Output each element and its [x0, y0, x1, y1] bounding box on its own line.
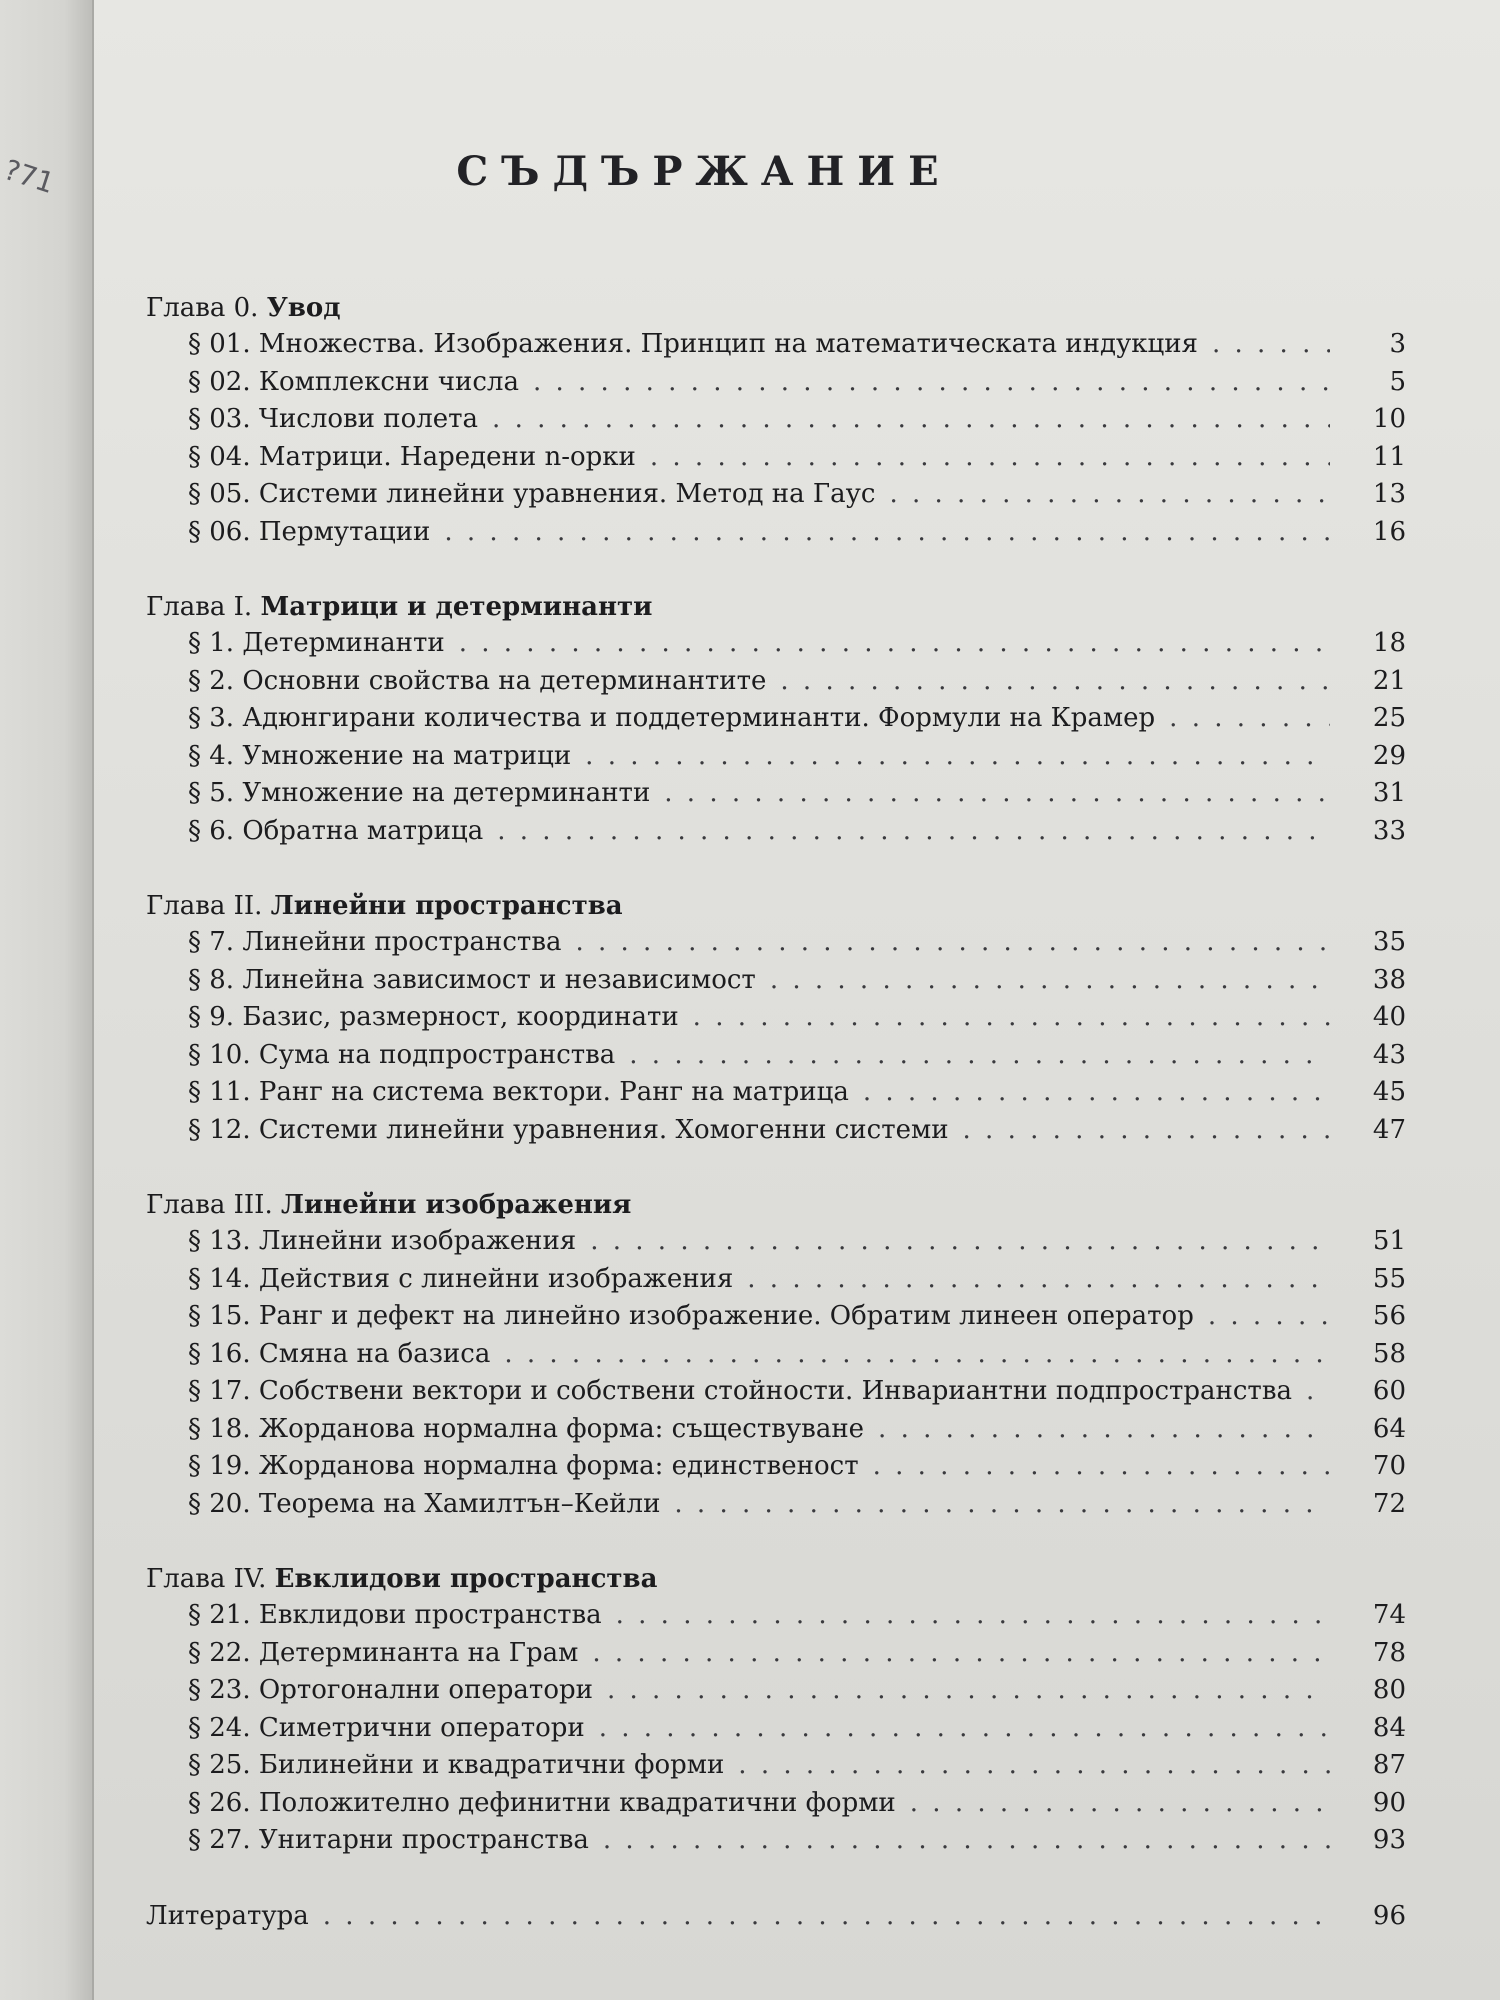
- section-label: § 15. Ранг и дефект на линейно изображение. Обратим линеен оператор: [188, 1301, 1194, 1331]
- chapter-heading: [146, 290, 1406, 326]
- section-label: § 11. Ранг на система вектори. Ранг на матрица: [188, 1077, 849, 1107]
- chapter-prefix: Глава III.: [146, 1190, 273, 1220]
- toc-entry: [146, 364, 1406, 402]
- toc-entry: [146, 1822, 1406, 1860]
- toc-entry: [146, 326, 1406, 364]
- section-label: § 3. Адюнгирани количества и поддетерминанти. Формули на Крамер: [188, 703, 1156, 733]
- page-number: 21: [1372, 665, 1406, 696]
- page-number: 33: [1372, 815, 1406, 846]
- section-label: § 8. Линейна зависимост и независимост: [188, 964, 756, 995]
- dot-leader: [607, 1672, 1330, 1710]
- toc-entry: [146, 439, 1406, 477]
- dot-leader: [664, 775, 1330, 813]
- toc-entry: [146, 999, 1406, 1037]
- chapter-2: [146, 888, 1406, 1149]
- section-label: § 2. Основни свойства на детерминантите: [188, 665, 767, 696]
- dot-leader: [599, 1710, 1330, 1748]
- toc-entry: [146, 1373, 1406, 1411]
- page-number: 5: [1389, 366, 1406, 397]
- dot-leader: [889, 476, 1330, 514]
- page-number: 31: [1372, 778, 1406, 808]
- chapter-name: Линейни изображения: [280, 1190, 632, 1220]
- chapter-3: [146, 1187, 1406, 1523]
- page-number: 45: [1372, 1077, 1406, 1107]
- dot-leader: [1208, 1298, 1330, 1336]
- toc-entry: [146, 1298, 1406, 1336]
- page-number: 47: [1372, 1114, 1406, 1145]
- page-number: 72: [1372, 1488, 1406, 1519]
- page-number: 70: [1372, 1451, 1406, 1481]
- dot-leader: [1212, 326, 1330, 364]
- dot-leader: [1169, 700, 1330, 738]
- page-number: 87: [1372, 1750, 1406, 1780]
- section-label: § 17. Собствени вектори и собствени стойности. Инвариантни подпространства: [188, 1376, 1292, 1406]
- section-label: § 19. Жорданова нормална форма: единственост: [188, 1451, 859, 1481]
- toc-entry: [146, 1074, 1406, 1112]
- page-number: 10: [1372, 404, 1406, 434]
- page-number: 56: [1372, 1301, 1406, 1331]
- dot-leader: [738, 1747, 1330, 1785]
- toc-entry: [146, 924, 1406, 962]
- dot-leader: [590, 1223, 1330, 1261]
- toc-entry: [146, 813, 1406, 851]
- chapter-heading: [146, 888, 1406, 924]
- page-number: 55: [1372, 1263, 1406, 1294]
- section-label: § 01. Множества. Изображения. Принцип на математическата индукция: [188, 329, 1198, 359]
- section-label: § 23. Ортогонални оператори: [188, 1675, 593, 1705]
- chapter-heading: [146, 589, 1406, 625]
- chapter-heading: [146, 1561, 1406, 1597]
- dot-leader: [650, 439, 1330, 477]
- section-label: § 20. Теорема на Хамилтън–Кейли: [188, 1488, 661, 1519]
- page-number: 84: [1372, 1712, 1406, 1743]
- bibliography-label: Литература: [146, 1900, 309, 1931]
- section-label: § 06. Пермутации: [188, 516, 431, 547]
- dot-leader: [747, 1261, 1330, 1299]
- toc-entry: [146, 1672, 1406, 1710]
- chapter-name: Евклидови пространства: [274, 1564, 658, 1594]
- section-label: § 26. Положително дефинитни квадратични форми: [188, 1787, 896, 1818]
- left-page-edge: [0, 0, 94, 2000]
- page-number: 78: [1372, 1637, 1406, 1668]
- section-label: § 13. Линейни изображения: [188, 1226, 577, 1256]
- toc-entry: [146, 738, 1406, 776]
- section-label: § 03. Числови полета: [188, 404, 479, 434]
- toc-entry: [146, 775, 1406, 813]
- chapter-prefix: Глава IV.: [146, 1564, 267, 1594]
- page-number: 74: [1372, 1600, 1406, 1630]
- page-number: 90: [1372, 1787, 1406, 1818]
- page-title: СЪДЪРЖАНИЕ: [456, 148, 952, 195]
- dot-leader: [459, 625, 1330, 663]
- dot-leader: [770, 962, 1330, 1000]
- section-label: § 4. Умножение на матрици: [188, 740, 572, 771]
- chapter-name: Увод: [266, 293, 341, 323]
- book-page: [94, 0, 1500, 2000]
- dot-leader: [780, 663, 1330, 701]
- section-label: § 24. Симетрични оператори: [188, 1712, 585, 1743]
- section-label: § 12. Системи линейни уравнения. Хомогенни системи: [188, 1114, 949, 1145]
- dot-leader: [444, 514, 1330, 552]
- toc-entry: [146, 1261, 1406, 1299]
- bibliography-entry: [146, 1898, 1406, 1936]
- page-number: 18: [1372, 628, 1406, 658]
- toc-entry: [146, 700, 1406, 738]
- chapter-prefix: Глава II.: [146, 891, 263, 921]
- toc-entry: [146, 1486, 1406, 1524]
- dot-leader: [963, 1112, 1330, 1150]
- toc-entry: [146, 625, 1406, 663]
- page-number: 60: [1372, 1376, 1406, 1406]
- chapter-prefix: Глава 0.: [146, 293, 259, 323]
- toc-entry: [146, 514, 1406, 552]
- section-label: § 10. Сума на подпространства: [188, 1039, 616, 1070]
- dot-leader: [616, 1597, 1330, 1635]
- dot-leader: [492, 401, 1330, 439]
- page-number: 11: [1372, 441, 1406, 472]
- section-label: § 6. Обратна матрица: [188, 815, 484, 846]
- table-of-contents: [146, 290, 1406, 1935]
- toc-entry: [146, 1597, 1406, 1635]
- dot-leader: [1306, 1373, 1330, 1411]
- chapter-4: [146, 1561, 1406, 1860]
- section-label: § 05. Системи линейни уравнения. Метод на Гаус: [188, 479, 876, 509]
- toc-entry: [146, 962, 1406, 1000]
- page-number: 64: [1372, 1413, 1406, 1444]
- toc-entry: [146, 1112, 1406, 1150]
- page-number: 3: [1389, 329, 1406, 359]
- chapter-heading: [146, 1187, 1406, 1223]
- dot-leader: [878, 1411, 1330, 1449]
- section-label: § 16. Смяна на базиса: [188, 1338, 491, 1369]
- handwritten-margin-mark: ?71: [0, 153, 59, 200]
- section-label: § 21. Евклидови пространства: [188, 1600, 602, 1630]
- page-number: 80: [1372, 1675, 1406, 1705]
- section-label: § 25. Билинейни и квадратични форми: [188, 1750, 725, 1780]
- toc-entry: [146, 1635, 1406, 1673]
- section-label: § 14. Действия с линейни изображения: [188, 1263, 734, 1294]
- page-number: 40: [1372, 1002, 1406, 1032]
- toc-entry: [146, 1747, 1406, 1785]
- dot-leader: [910, 1785, 1330, 1823]
- section-label: § 1. Детерминанти: [188, 628, 445, 658]
- page-number: 13: [1372, 479, 1406, 509]
- dot-leader: [629, 1037, 1330, 1075]
- page-number: 16: [1372, 516, 1406, 547]
- chapter-prefix: Глава I.: [146, 592, 253, 622]
- dot-leader: [533, 364, 1330, 402]
- toc-entry: [146, 1710, 1406, 1748]
- dot-leader: [603, 1822, 1330, 1860]
- section-label: § 18. Жорданова нормална форма: съществуване: [188, 1413, 865, 1444]
- page-number: 43: [1372, 1039, 1406, 1070]
- toc-entry: [146, 1037, 1406, 1075]
- dot-leader: [693, 999, 1330, 1037]
- dot-leader: [497, 813, 1330, 851]
- chapter-name: Линейни пространства: [270, 891, 623, 921]
- chapter-1: [146, 589, 1406, 850]
- dot-leader: [323, 1898, 1330, 1936]
- chapter-0: [146, 290, 1406, 551]
- toc-entry: [146, 1448, 1406, 1486]
- dot-leader: [585, 738, 1330, 776]
- page-number: 51: [1372, 1226, 1406, 1256]
- dot-leader: [504, 1336, 1330, 1374]
- page-number: 96: [1372, 1900, 1406, 1931]
- chapter-name: Матрици и детерминанти: [260, 592, 653, 622]
- section-label: § 9. Базис, размерност, координати: [188, 1002, 679, 1032]
- page-number: 93: [1372, 1825, 1406, 1855]
- toc-entry: [146, 1411, 1406, 1449]
- toc-entry: [146, 663, 1406, 701]
- section-label: § 04. Матрици. Наредени n-орки: [188, 441, 636, 472]
- section-label: § 5. Умножение на детерминанти: [188, 778, 651, 808]
- page-number: 25: [1372, 703, 1406, 733]
- page-number: 29: [1372, 740, 1406, 771]
- page-number: 58: [1372, 1338, 1406, 1369]
- page-number: 35: [1372, 927, 1406, 957]
- dot-leader: [674, 1486, 1330, 1524]
- dot-leader: [863, 1074, 1330, 1112]
- section-label: § 7. Линейни пространства: [188, 927, 562, 957]
- section-label: § 27. Унитарни пространства: [188, 1825, 589, 1855]
- toc-entry: [146, 401, 1406, 439]
- page-number: 38: [1372, 964, 1406, 995]
- section-label: § 02. Комплексни числа: [188, 366, 519, 397]
- toc-entry: [146, 1223, 1406, 1261]
- dot-leader: [873, 1448, 1330, 1486]
- toc-entry: [146, 1785, 1406, 1823]
- dot-leader: [592, 1635, 1330, 1673]
- toc-entry: [146, 476, 1406, 514]
- toc-entry: [146, 1336, 1406, 1374]
- dot-leader: [575, 924, 1330, 962]
- section-label: § 22. Детерминанта на Грам: [188, 1637, 579, 1668]
